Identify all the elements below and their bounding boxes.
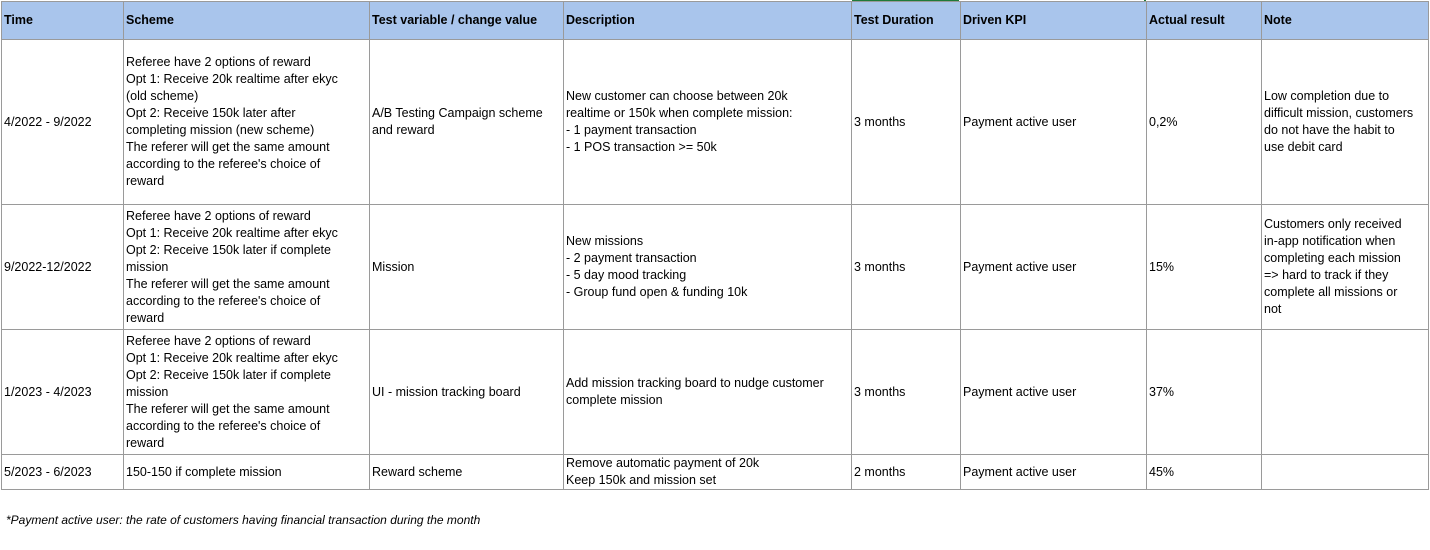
cell-test-duration[interactable]: 2 months [852, 455, 961, 490]
cell-test-variable[interactable]: Reward scheme [370, 455, 564, 490]
cell-test-duration[interactable]: 3 months [852, 40, 961, 205]
cell-time[interactable]: 1/2023 - 4/2023 [2, 330, 124, 455]
cell-scheme[interactable]: Referee have 2 options of reward Opt 1: Receive 20k realtime after ekyc (old scheme) Opt 2: Receive 150k later after completing mission (new scheme) The referer will get the same amount according to the referee's choice of reward [124, 40, 370, 205]
cell-note[interactable] [1262, 330, 1429, 455]
cell-test-duration[interactable]: 3 months [852, 205, 961, 330]
cell-note[interactable] [1262, 455, 1429, 490]
cell-test-duration[interactable]: 3 months [852, 330, 961, 455]
header-row [2, 2, 1429, 40]
cell-scheme[interactable]: 150-150 if complete mission [124, 455, 370, 490]
header-test-variable[interactable]: Test variable / change value [370, 2, 564, 40]
header-description[interactable]: Description [564, 2, 852, 40]
cell-test-variable[interactable]: Mission [370, 205, 564, 330]
header-test-duration[interactable]: Test Duration [852, 2, 961, 40]
table-row [2, 205, 1429, 330]
cell-description[interactable]: Remove automatic payment of 20k Keep 150k and mission set [564, 455, 852, 490]
cell-note[interactable]: Low completion due to difficult mission, customers do not have the habit to use debit card [1262, 40, 1429, 205]
header-scheme[interactable]: Scheme [124, 2, 370, 40]
cell-time[interactable]: 4/2022 - 9/2022 [2, 40, 124, 205]
cell-scheme[interactable]: Referee have 2 options of reward Opt 1: Receive 20k realtime after ekyc Opt 2: Receive 150k later if complete mission The referer will get the same amount according to the referee's choice of reward [124, 205, 370, 330]
cell-driven-kpi[interactable]: Payment active user [961, 330, 1147, 455]
header-actual-result[interactable]: Actual result [1147, 2, 1262, 40]
cell-test-variable[interactable]: UI - mission tracking board [370, 330, 564, 455]
campaign-test-table [1, 1, 1429, 490]
cell-description[interactable]: New missions - 2 payment transaction - 5 day mood tracking - Group fund open & funding 10k [564, 205, 852, 330]
cell-note[interactable]: Customers only received in-app notification when completing each mission => hard to track if they complete all missions or not [1262, 205, 1429, 330]
cell-actual-result[interactable]: 0,2% [1147, 40, 1262, 205]
cell-actual-result[interactable]: 15% [1147, 205, 1262, 330]
cell-description[interactable]: New customer can choose between 20k realtime or 150k when complete mission: - 1 payment transaction - 1 POS transaction >= 50k [564, 40, 852, 205]
header-time[interactable]: Time [2, 2, 124, 40]
footnote: *Payment active user: the rate of customers having financial transaction during the month [6, 513, 481, 527]
cell-driven-kpi[interactable]: Payment active user [961, 205, 1147, 330]
table-row [2, 455, 1429, 490]
table-row [2, 40, 1429, 205]
cell-description[interactable]: Add mission tracking board to nudge customer complete mission [564, 330, 852, 455]
cell-time[interactable]: 5/2023 - 6/2023 [2, 455, 124, 490]
cell-scheme[interactable]: Referee have 2 options of reward Opt 1: Receive 20k realtime after ekyc Opt 2: Receive 150k later if complete mission The referer will get the same amount according to the referee's choice of reward [124, 330, 370, 455]
cell-driven-kpi[interactable]: Payment active user [961, 40, 1147, 205]
table-row [2, 330, 1429, 455]
cell-test-variable[interactable]: A/B Testing Campaign scheme and reward [370, 40, 564, 205]
cell-actual-result[interactable]: 37% [1147, 330, 1262, 455]
cell-driven-kpi[interactable]: Payment active user [961, 455, 1147, 490]
header-driven-kpi[interactable]: Driven KPI [961, 2, 1147, 40]
cell-time[interactable]: 9/2022-12/2022 [2, 205, 124, 330]
cell-actual-result[interactable]: 45% [1147, 455, 1262, 490]
header-note[interactable]: Note [1262, 2, 1429, 40]
